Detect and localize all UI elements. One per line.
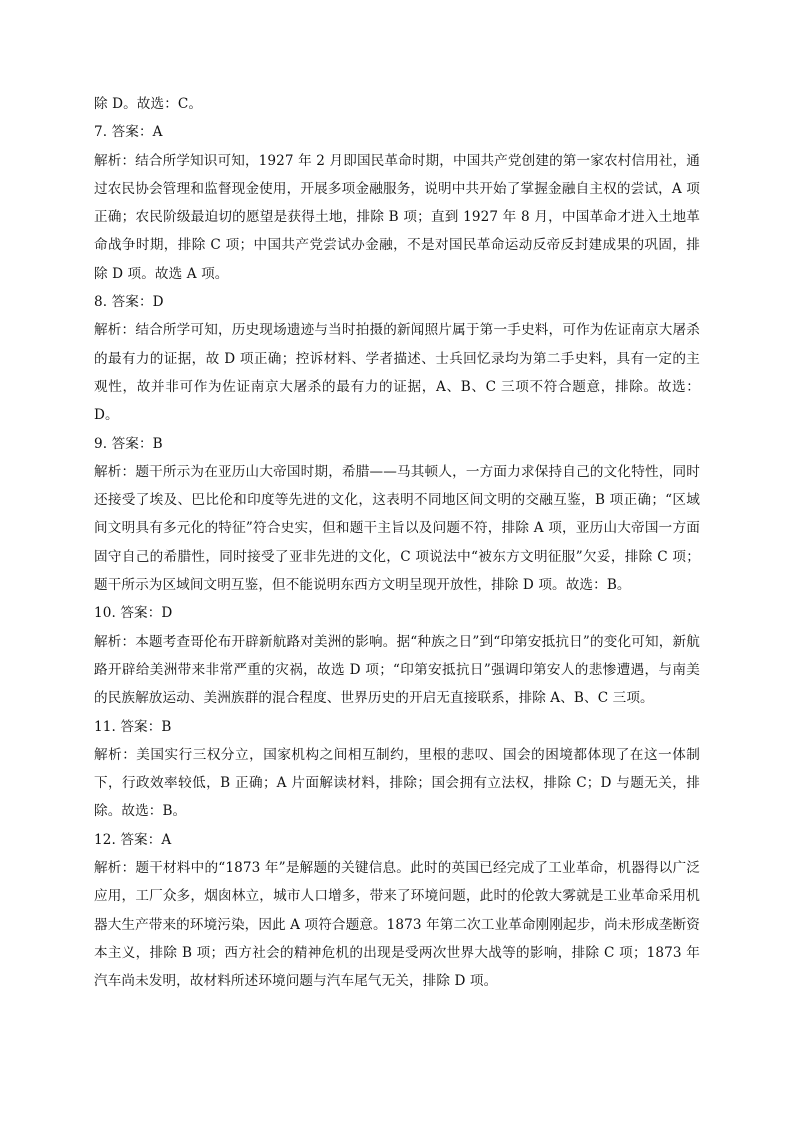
analysis-8: 解析：结合所学可知，历史现场遗迹与当时拍摄的新闻照片属于第一手史料，可作为佐证南京大屠杀的最有力的证据，故 D 项正确；控诉材料、学者描述、士兵回忆录均为第二手史料，具有一定的主观性，故并非可作为佐证南京大屠杀的最有力的证据，A、B、C 三项不符合题意，排除。故选：D。 [94,322,700,424]
analysis-9: 解析：题干所示为在亚历山大帝国时期，希腊——马其顿人，一方面力求保持自己的文化特性，同时还接受了埃及、巴比伦和印度等先进的文化，这表明不同地区间文明的交融互鉴，B 项正确；“区域间文明具有多元化的特征”符合史实，但和题干主旨以及问题不符，排除 A 项，亚历山大帝国一方面固守自己的希腊性，同时接受了亚非先进的文化，C 项说法中“被东方文明征服”欠妥，排除 C 项；题干所示为区域间文明互鉴，但不能说明东西方文明呈现开放性，排除 D 项。故选：B。 [94,463,700,594]
answer-12: 12. 答案：A [94,831,172,848]
answer-key [94,90,700,996]
analysis-12: 解析：题干材料中的“1873 年”是解题的关键信息。此时的英国已经完成了工业革命，机器得以广泛应用，工厂众多，烟囱林立，城市人口增多，带来了环境问题，此时的伦敦大雾就是工业革命采用机器大生产带来的环境污染，因此 A 项符合题意。1873 年第二次工业革命刚刚起步，尚未形成垄断资本主义，排除 B 项；西方社会的精神危机的出现是受两次世界大战等的影响，排除 C 项；1873 年汽车尚未发明，故材料所述环境问题与汽车尾气无关，排除 D 项。 [94,860,700,990]
answer-11: 11. 答案：B [94,718,172,735]
answer-10: 10. 答案：D [94,605,173,622]
analysis-10: 解析：本题考查哥伦布开辟新航路对美洲的影响。据“种族之日”到“印第安抵抗日”的变化可知，新航路开辟给美洲带来非常严重的灾祸，故选 D 项；“印第安抵抗日”强调印第安人的悲惨遭遇，与南美的民族解放运动、美洲族群的混合程度、世界历史的开启无直接联系，排除 A、B、C 三项。 [94,633,700,707]
answer-7: 7. 答案：A [94,124,163,141]
answer-9: 9. 答案：B [94,435,163,452]
analysis-11: 解析：美国实行三权分立，国家机构之间相互制约，里根的悲叹、国会的困境都体现了在这一体制下，行政效率较低，B 正确；A 片面解读材料，排除；国会拥有立法权，排除 C；D 与题无关，排除。故选：B。 [94,746,700,820]
lead-text: 除 D。故选：C。 [94,96,203,112]
answer-8: 8. 答案：D [94,294,164,311]
analysis-7: 解析：结合所学知识可知，1927 年 2 月即国民革命时期，中国共产党创建的第一家农村信用社，通过农民协会管理和监督现金使用，开展多项金融服务，说明中共开始了掌握金融自主权的尝试，A 项正确；农民阶级最迫切的愿望是获得土地，排除 B 项；直到 1927 年 8 月，中国革命才进入土地革命战争时期，排除 C 项；中国共产党尝试办金融，不是对国民革命运动反帝反封建成果的巩固，排除 D 项。故选 A 项。 [94,152,700,282]
